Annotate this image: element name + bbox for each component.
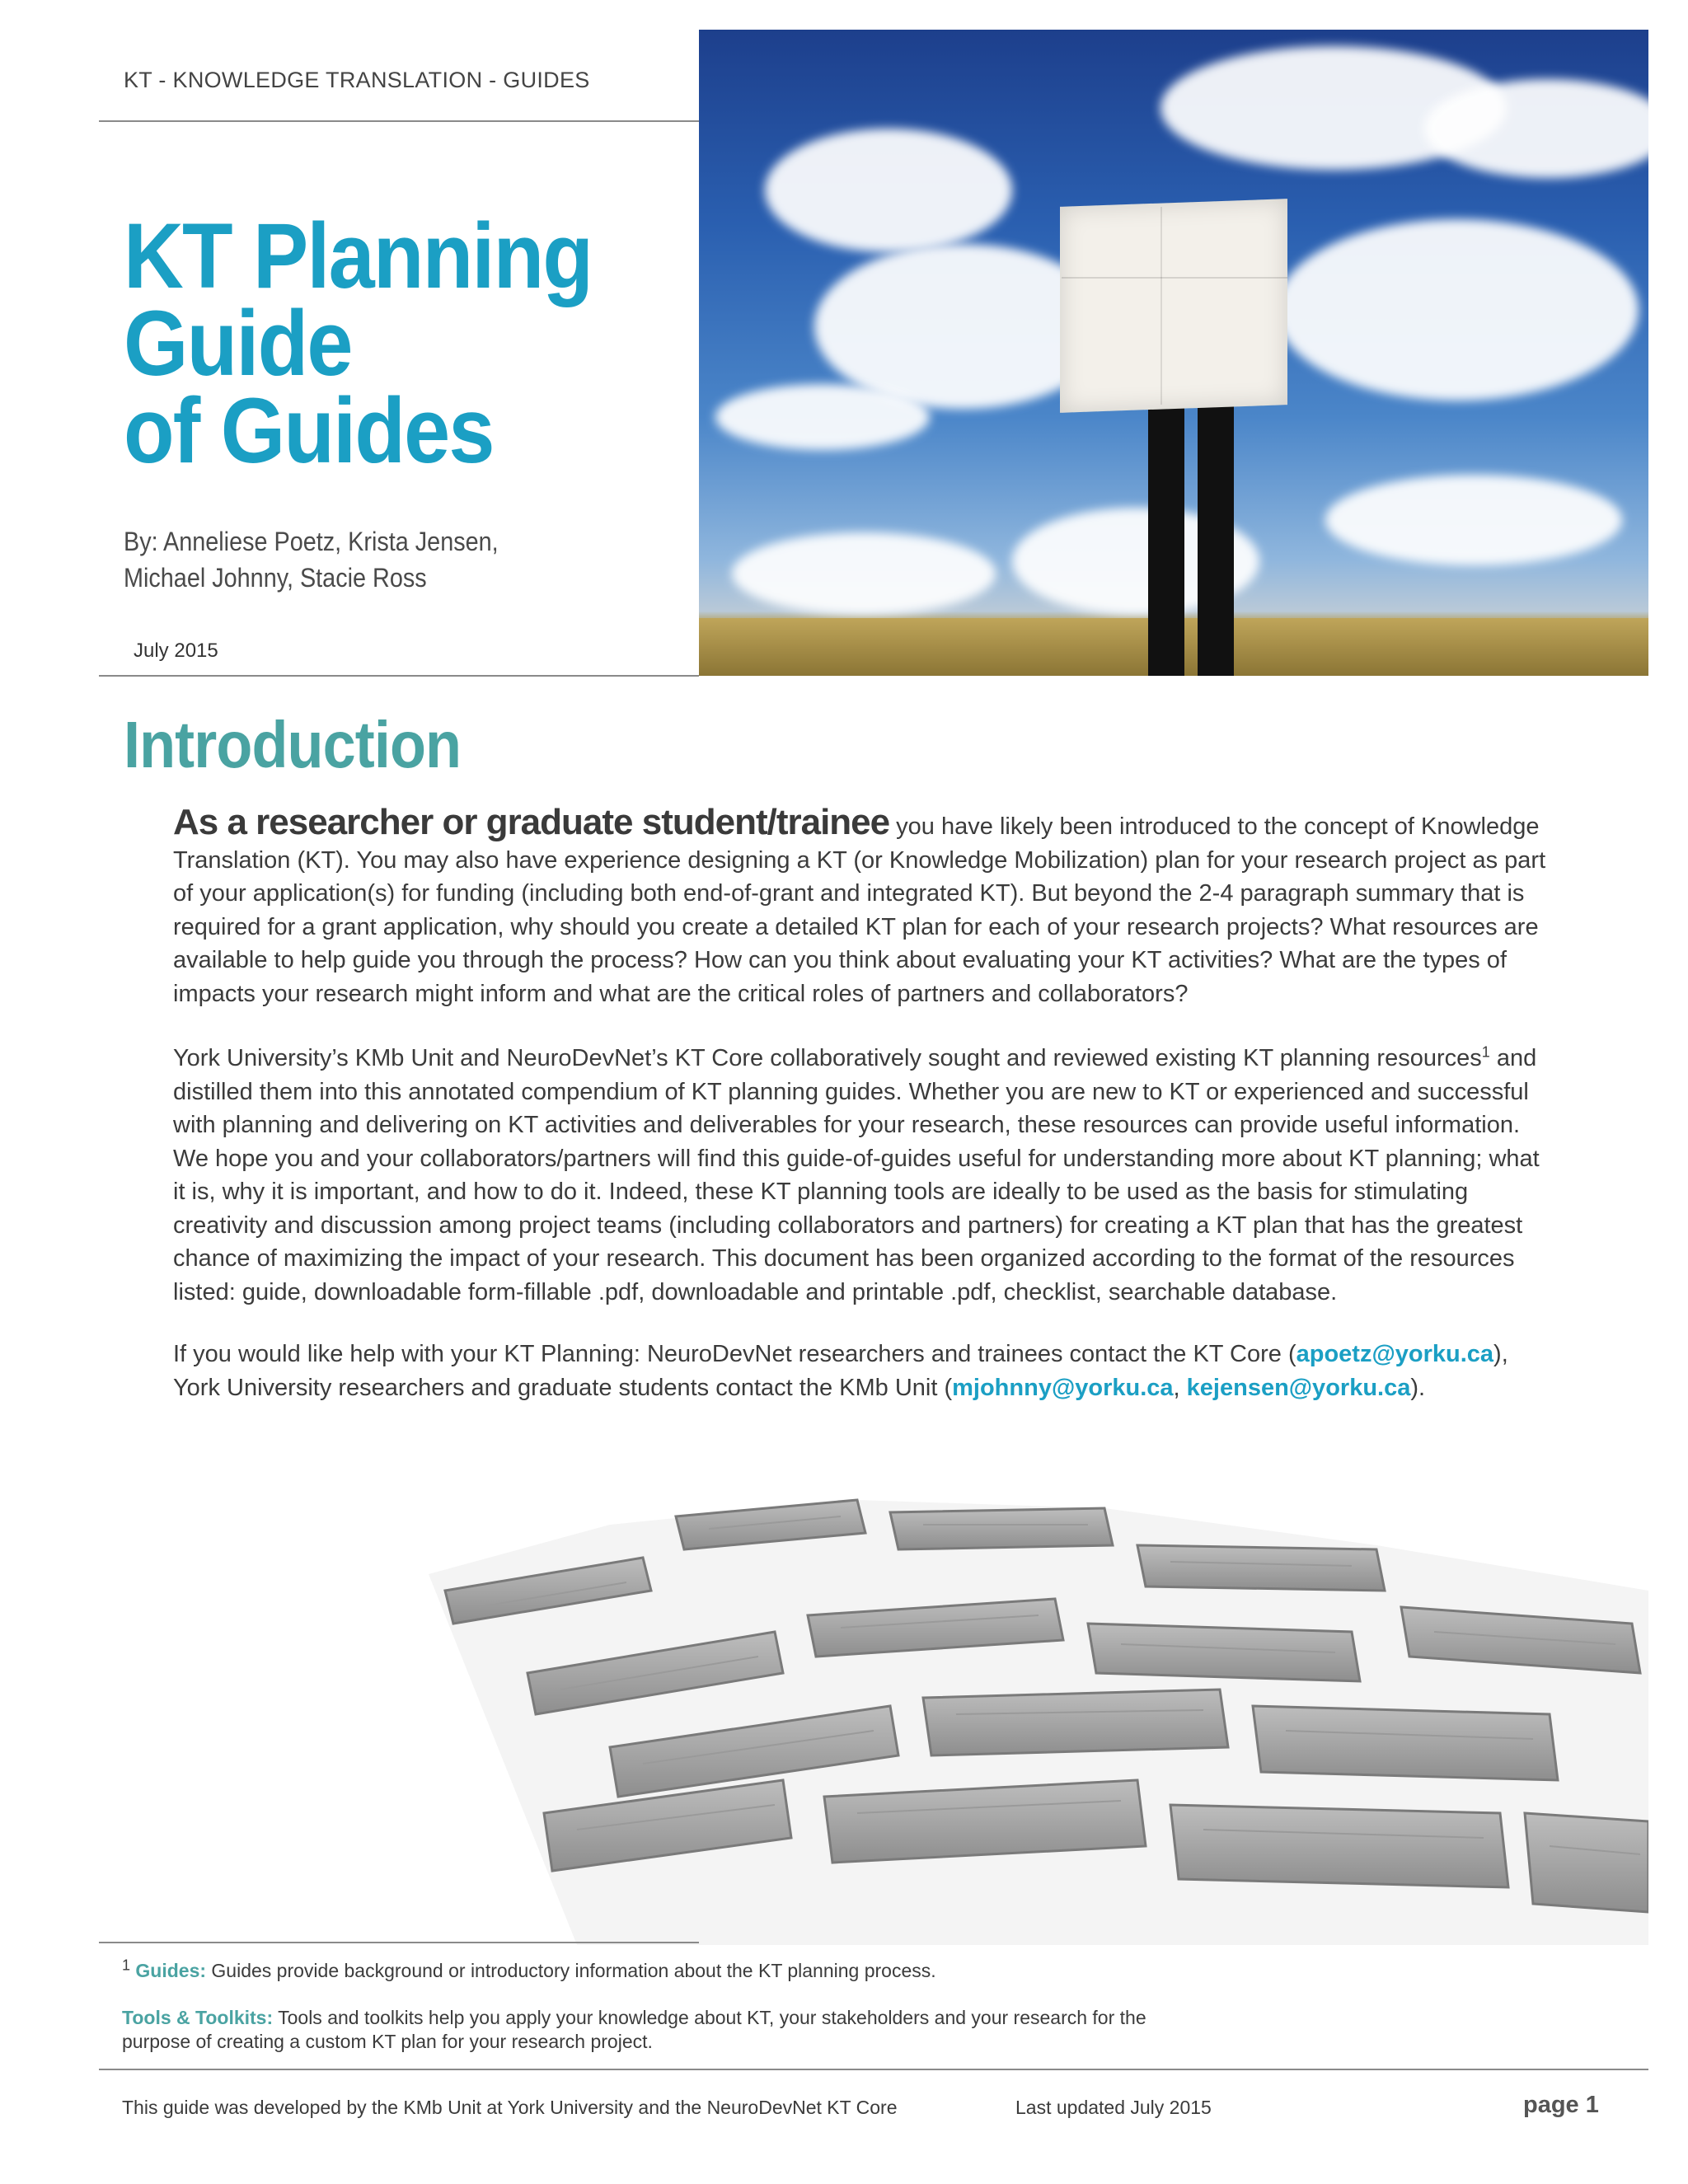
footnote-tools-text: Tools and toolkits help you apply your knowledge about KT, your stakeholders and your research for the purpose of creating a custom KT plan for your research project.	[122, 2007, 1146, 2052]
email-link-mjohnny[interactable]: mjohnny@yorku.ca	[952, 1374, 1174, 1401]
email-link-apoetz[interactable]: apoetz@yorku.ca	[1296, 1341, 1494, 1367]
introduction-heading: Introduction	[124, 708, 462, 781]
running-header: KT - KNOWLEDGE TRANSLATION - GUIDES	[124, 68, 590, 92]
page-number: page 1	[1523, 2092, 1599, 2118]
footnote-guides-text: Guides provide background or introductory information about the KT planning process.	[206, 1960, 936, 1981]
contact-text-d: ).	[1410, 1374, 1426, 1401]
intro-paragraph-3	[173, 1338, 1558, 1404]
title-line-3: of Guides	[124, 379, 494, 482]
title-line-2: Guide	[124, 292, 352, 395]
publication-date: July 2015	[134, 640, 218, 662]
document-title	[124, 204, 593, 482]
footer-updated: Last updated July 2015	[1015, 2097, 1212, 2118]
footnote-tools	[122, 2006, 1193, 2054]
title-divider	[99, 675, 699, 677]
intro-paragraph-1-text: you have likely been introduced to the concept of Knowledge Translation (KT). You may also have experience designing a KT (or Knowledge Mobilization) plan for your research project as part of your application(s) for funding (including both end-of-grant and integrated KT). But beyond the 2-4 paragraph summary that is required for a grant application, why should you create a detailed KT plan for each of your research projects? What resources are available to help guide you through the process? How can you think about evaluating your KT activities? What are the types of impacts your research might inform and what are the critical roles of partners and collaborators?	[173, 813, 1546, 1007]
intro-paragraph-2-text-b: and distilled them into this annotated compendium of KT planning guides. Whether you are new to KT or experienced and successful with planning and delivering on KT activities and deliverables for your research, these resources can provide useful information. We hope you and your collaborators/partners will find this guide-of-guides useful for understanding more about KT planning; what it is, why it is important, and how to do it. Indeed, these KT planning tools are ideally to be used as the basis for stimulating creativity and discussion among project teams (including collaborators and partners) for creating a KT plan that has the greatest chance of maximizing the impact of your research. This document has been organized according to the format of the resources listed: guide, downloadable form-fillable .pdf, downloadable and printable .pdf, checklist, searchable database.	[173, 1045, 1540, 1305]
intro-paragraph-2-text-a: York University’s KMb Unit and NeuroDevNet’s KT Core collaboratively sought and reviewed existing KT planning resources	[173, 1045, 1482, 1071]
footer-credit: This guide was developed by the KMb Unit at York University and the NeuroDevNet KT Core	[122, 2097, 898, 2118]
intro-lead-phrase: As a researcher or graduate student/trainee	[173, 802, 890, 842]
contact-text-b: ), York University researchers and graduate students contact the KMb Unit (	[173, 1341, 1508, 1401]
maze-illustration	[429, 1467, 1648, 1945]
contact-text-c: ,	[1173, 1374, 1187, 1401]
footer-divider	[99, 2069, 1648, 2070]
footnote-1	[122, 1957, 936, 1982]
email-link-kejensen[interactable]: kejensen@yorku.ca	[1186, 1374, 1411, 1401]
hero-image-sky	[699, 30, 1648, 676]
footnote-tools-key: Tools & Toolkits:	[122, 2007, 274, 2028]
intro-paragraph-2	[173, 1042, 1558, 1309]
footnote-guides-key: Guides:	[135, 1960, 207, 1981]
title-line-1: KT Planning	[124, 204, 593, 307]
footnote-1-number: 1	[122, 1957, 131, 1974]
footnote-reference[interactable]: 1	[1481, 1043, 1490, 1061]
authors-line-2: Michael Johnny, Stacie Ross	[124, 563, 427, 593]
contact-text-a: If you would like help with your KT Planning: NeuroDevNet researchers and trainees contact the KT Core (	[173, 1341, 1296, 1367]
header-divider	[99, 120, 699, 122]
footnote-divider	[99, 1942, 699, 1943]
intro-paragraph-1	[173, 802, 1558, 1010]
authors-line-1: By: Anneliese Poetz, Krista Jensen,	[124, 527, 499, 556]
author-list	[124, 523, 499, 596]
